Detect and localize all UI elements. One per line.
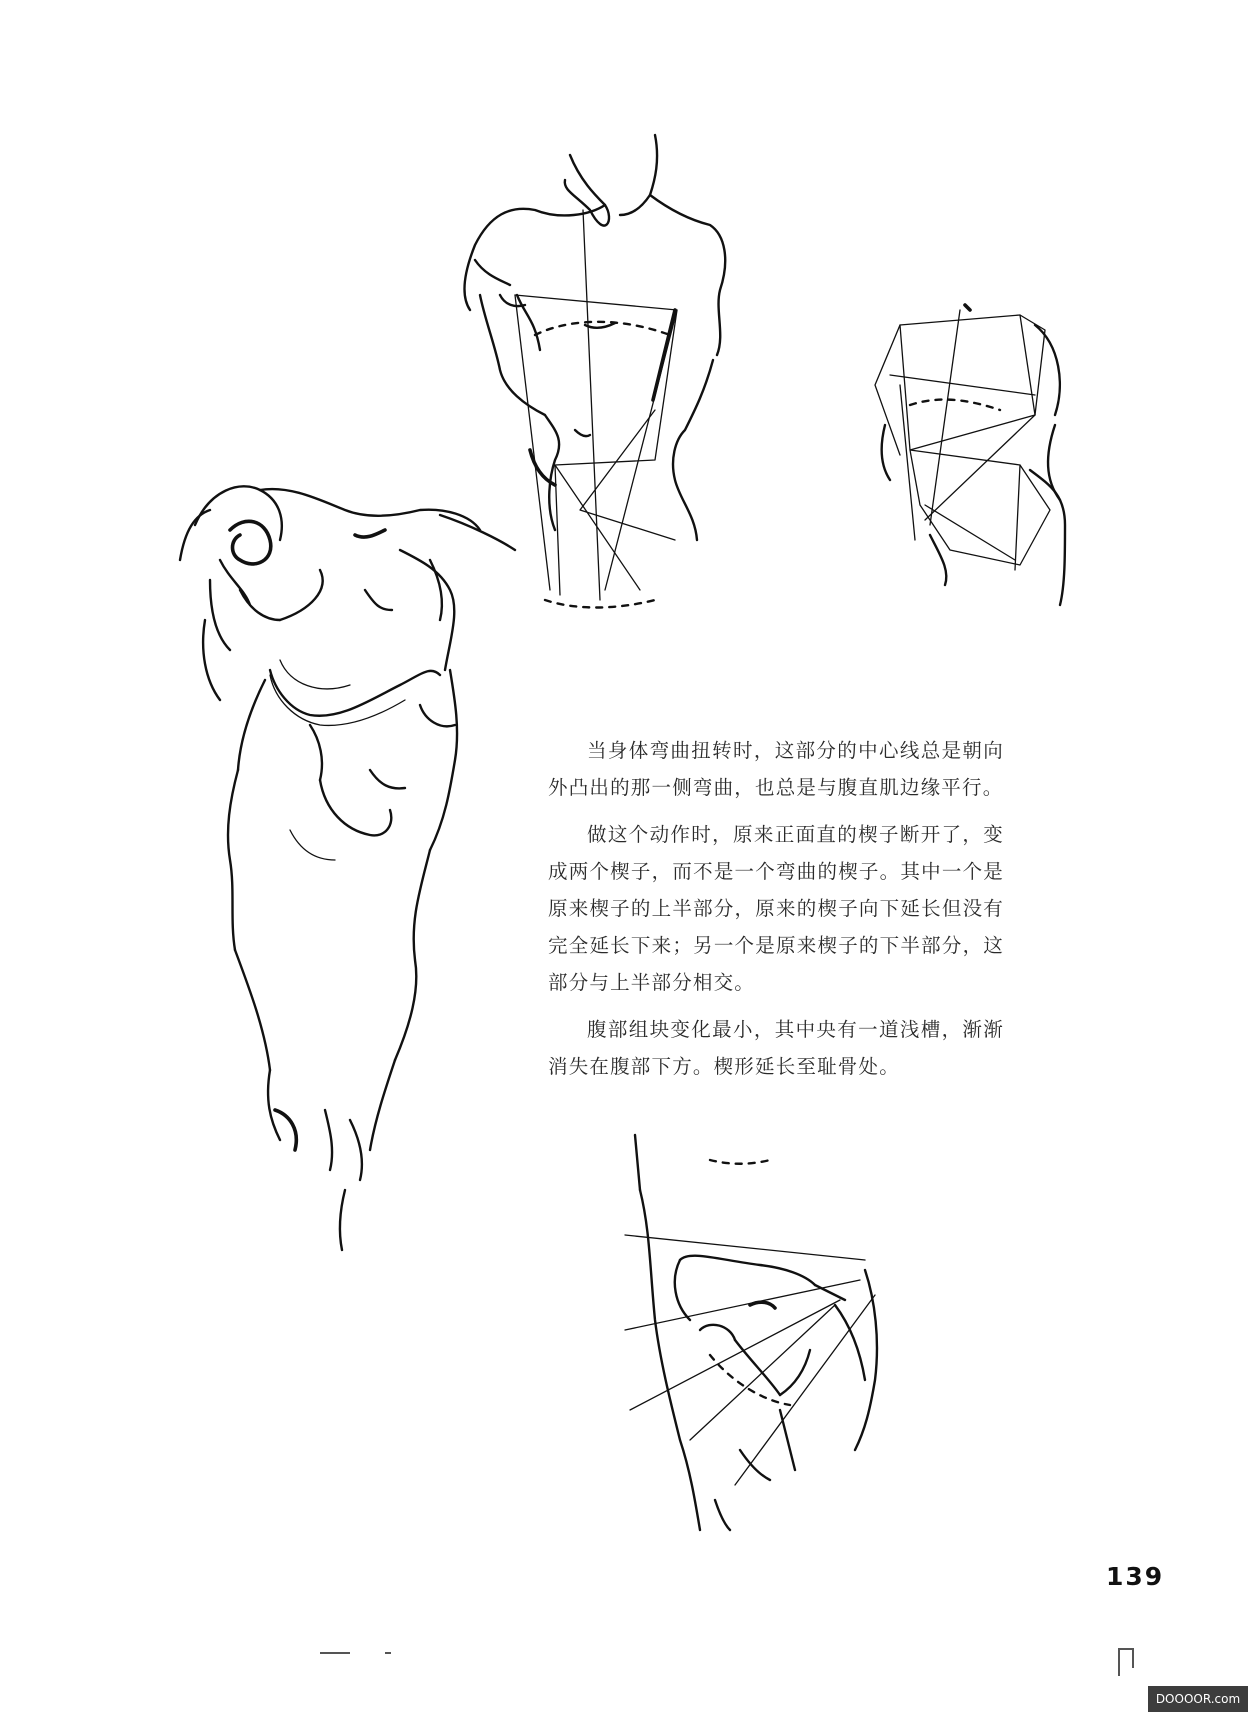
body-text [548, 732, 1004, 1095]
scan-mark [1118, 1648, 1134, 1650]
paragraph-3: 腹部组块变化最小，其中央有一道浅槽，渐渐消失在腹部下方。楔形延长至耻骨处。 [548, 1018, 1004, 1078]
scan-mark [385, 1652, 391, 1654]
scan-mark [1132, 1648, 1134, 1668]
torso-twist-sketch [170, 470, 590, 1290]
page-number: 139 [1106, 1562, 1165, 1591]
torso-side-sketch [870, 295, 1070, 645]
scan-mark [1118, 1648, 1120, 1676]
paragraph-2: 做这个动作时，原来正面直的楔子断开了，变成两个楔子，而不是一个弯曲的楔子。其中一个是原来楔子的上半部分，原来的楔子向下延长但没有完全延长下来；另一个是原来楔子的下半部分，这部分与上半部分相交。 [548, 823, 1004, 994]
scan-mark [320, 1652, 350, 1654]
paragraph-1: 当身体弯曲扭转时，这部分的中心线总是朝向外凸出的那一侧弯曲，也总是与腹直肌边缘平行。 [548, 739, 1004, 799]
pelvis-sketch [620, 1120, 900, 1540]
site-watermark: DOOOOR.com [1148, 1686, 1248, 1712]
